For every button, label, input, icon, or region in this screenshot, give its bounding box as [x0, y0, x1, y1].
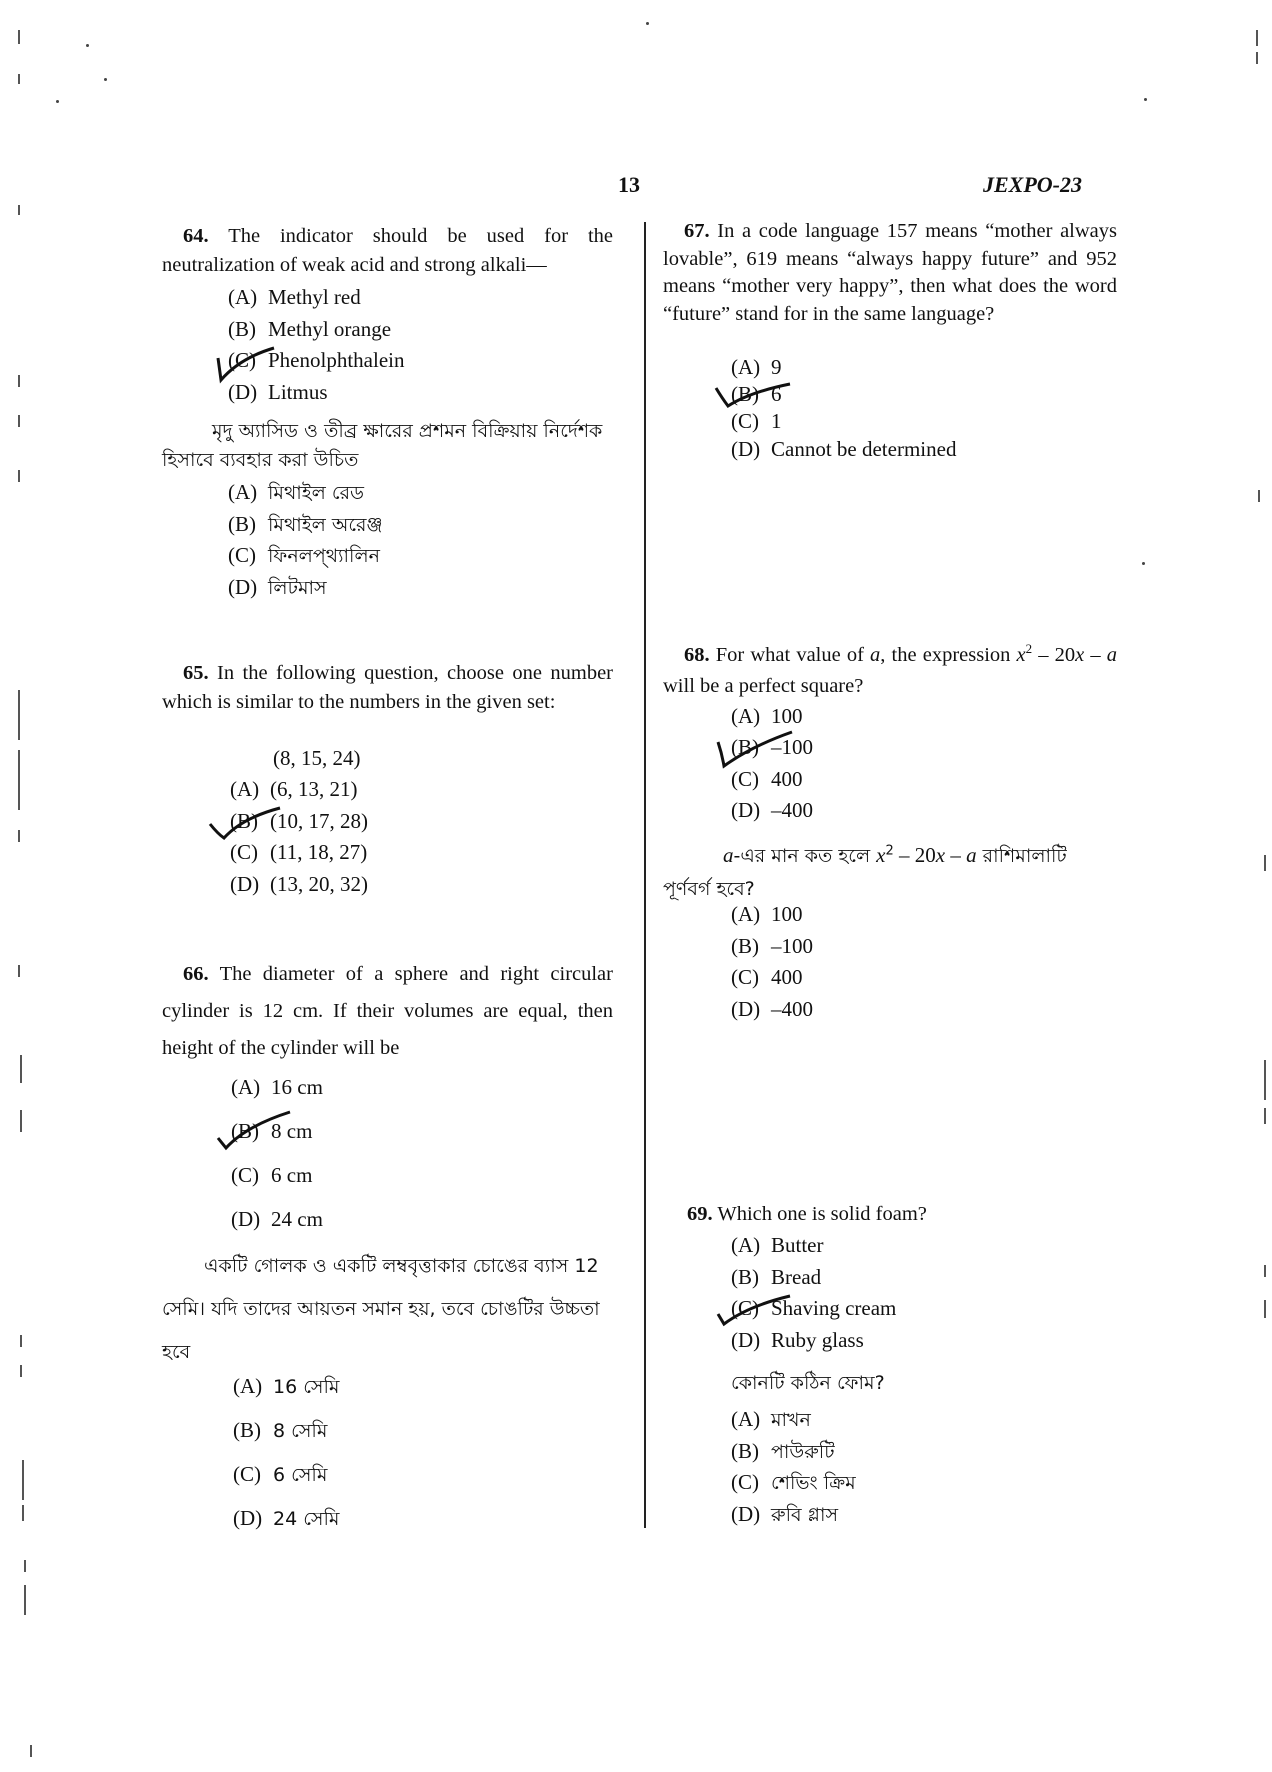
scan-mark	[22, 1505, 24, 1521]
scan-mark	[1256, 30, 1258, 46]
scan-mark	[18, 30, 20, 44]
bengali-option-b[interactable]: (B) মিথাইল অরেঞ্জ	[228, 512, 383, 536]
scan-mark	[24, 1560, 26, 1572]
option-d[interactable]: (D) –400	[731, 798, 813, 822]
question-69	[687, 1200, 1117, 1229]
scan-dot	[56, 100, 59, 103]
option-d[interactable]: (D) (13, 20, 32)	[230, 872, 368, 896]
scan-dot	[104, 78, 107, 81]
variable-a: a	[723, 843, 734, 867]
question-66	[162, 956, 613, 1067]
question-number: 69.	[687, 1203, 713, 1225]
bengali-option-a[interactable]: (A) মাখন	[731, 1407, 811, 1431]
question-69-bengali: কোনটি কঠিন ফোম?	[731, 1372, 885, 1394]
scan-mark	[20, 1110, 22, 1132]
variable-a: a	[1106, 644, 1117, 666]
option-a[interactable]: (A) Methyl red	[228, 285, 361, 309]
option-a[interactable]: (A) Butter	[731, 1233, 824, 1257]
option-c[interactable]: (C) (11, 18, 27)	[230, 840, 368, 864]
bengali-text-end: রাশিমালাটি পূর্ণবর্গ হবে?	[663, 845, 1067, 900]
scan-mark	[1264, 1108, 1266, 1124]
expression-exponent: 2	[885, 843, 894, 859]
scan-mark	[18, 375, 20, 387]
expression-exponent: 2	[1025, 641, 1033, 657]
expression-mid: – 20	[893, 843, 936, 867]
scan-dot	[1142, 562, 1145, 565]
scan-mark	[18, 830, 20, 842]
exam-code: JEXPO-23	[983, 172, 1082, 197]
question-number: 64.	[183, 225, 209, 247]
scan-mark	[24, 1585, 26, 1615]
given-set: (8, 15, 24)	[273, 746, 361, 770]
question-68-bengali: a-এর মান কত হলে $x^2 - 20x$ – a রাশিমালাটি পূর্ণবর্গ হবে?	[663, 843, 1067, 900]
option-c[interactable]: (C) 1	[731, 409, 782, 433]
scan-mark	[20, 1335, 22, 1347]
option-d[interactable]: (D) Cannot be determined	[731, 437, 957, 461]
bengali-option-d[interactable]: (D) লিটমাস	[228, 575, 327, 599]
option-c[interactable]: (C) Shaving cream	[731, 1296, 897, 1320]
scan-mark	[18, 965, 20, 977]
scan-mark	[1264, 855, 1266, 871]
scan-mark	[22, 1460, 24, 1500]
scan-mark	[20, 1365, 22, 1377]
option-a[interactable]: (A) 16 cm	[231, 1075, 323, 1099]
scan-mark	[1264, 1300, 1266, 1318]
scan-mark	[18, 470, 20, 482]
option-c[interactable]: (C) 400	[731, 767, 803, 791]
page-number: 13	[618, 172, 640, 197]
scan-mark	[20, 1055, 22, 1083]
bengali-option-d[interactable]: (D) 24 সেমি	[233, 1506, 340, 1530]
variable-a: a	[870, 644, 881, 666]
question-text: Which one is solid foam?	[717, 1203, 927, 1225]
bengali-option-d[interactable]: (D) –400	[731, 997, 813, 1021]
expression-x: x	[876, 843, 886, 867]
bengali-option-c[interactable]: (C) 6 সেমি	[233, 1462, 328, 1486]
question-66-bengali: একটি গোলক ও একটি লম্ববৃত্তাকার চোঙের ব্যাস 12 সেমি। যদি তাদের আয়তন সমান হয়, তবে চোঙটির উচ্চতা হবে	[162, 1255, 600, 1363]
option-c[interactable]: (C) Phenolphthalein	[228, 348, 405, 372]
option-c[interactable]: (C) 6 cm	[231, 1163, 313, 1187]
question-text: The indicator should be used for the neutralization of weak acid and strong alkali—	[162, 225, 613, 276]
question-67	[663, 218, 1117, 328]
option-a[interactable]: (A) 9	[731, 355, 782, 379]
question-text-end: will be a perfect square?	[663, 675, 864, 697]
scan-mark	[1264, 1265, 1266, 1277]
scan-dot	[646, 22, 649, 25]
expression-x: x	[1075, 644, 1085, 666]
expression-x: x	[935, 843, 946, 867]
option-b[interactable]: (B) Methyl orange	[228, 317, 392, 341]
bengali-option-c[interactable]: (C) শেভিং ক্রিম	[731, 1470, 856, 1494]
option-a[interactable]: (A) 100	[731, 704, 803, 728]
bengali-option-a[interactable]: (A) 16 সেমি	[233, 1374, 340, 1398]
bengali-option-d[interactable]: (D) রুবি গ্লাস	[731, 1502, 839, 1526]
option-b[interactable]: (B) (10, 17, 28)	[230, 809, 368, 833]
bengali-option-a[interactable]: (A) মিথাইল রেড	[228, 480, 365, 504]
question-number: 65.	[183, 662, 209, 684]
expression-x: x	[1016, 644, 1026, 666]
option-b[interactable]: (B) Bread	[731, 1265, 822, 1289]
option-b[interactable]: (B) 8 cm	[231, 1119, 313, 1143]
scan-dot	[1144, 98, 1147, 101]
scan-mark	[18, 415, 20, 427]
scan-mark	[18, 205, 20, 215]
option-b[interactable]: (B) –100	[731, 735, 813, 759]
bengali-option-c[interactable]: (C) 400	[731, 965, 803, 989]
option-a[interactable]: (A) (6, 13, 21)	[230, 777, 358, 801]
scan-mark	[1256, 52, 1258, 64]
bengali-option-c[interactable]: (C) ফিনলপ্থ্যালিন	[228, 543, 380, 567]
option-b[interactable]: (B) 6	[731, 382, 782, 406]
expression-mid: – 20	[1032, 644, 1076, 666]
question-number: 68.	[684, 644, 710, 666]
scan-dot	[86, 44, 89, 47]
column-divider	[644, 222, 646, 1528]
scan-mark	[18, 790, 20, 808]
question-number: 67.	[684, 220, 710, 242]
question-68: 68. For what value of a, the expression $x^2 - 20x$ – a will be a perfect square?	[663, 641, 1117, 697]
scan-mark	[18, 690, 20, 740]
bengali-text-start: -এর মান কত হলে	[733, 845, 871, 867]
question-64-bengali: মৃদু অ্যাসিড ও তীব্র ক্ষারের প্রশমন বিক্রিয়ায় নির্দেশক হিসাবে ব্যবহার করা উচিত	[162, 420, 603, 471]
question-text: The diameter of a sphere and right circular cylinder is 12 cm. If their volumes are equal, then height of the cylinder will be	[162, 963, 613, 1059]
scan-mark	[30, 1745, 32, 1757]
question-number: 66.	[183, 963, 209, 985]
bengali-option-b[interactable]: (B) 8 সেমি	[233, 1418, 328, 1442]
question-64	[162, 222, 613, 280]
variable-a: a	[966, 843, 977, 867]
question-text-mid: , the expression	[880, 644, 1011, 666]
scan-mark	[18, 74, 20, 84]
scan-mark	[1258, 490, 1260, 502]
option-d[interactable]: (D) Litmus	[228, 380, 328, 404]
bengali-option-b[interactable]: (B) পাউরুটি	[731, 1439, 835, 1463]
option-d[interactable]: (D) Ruby glass	[731, 1328, 864, 1352]
bengali-option-a[interactable]: (A) 100	[731, 902, 803, 926]
option-d[interactable]: (D) 24 cm	[231, 1207, 323, 1231]
bengali-option-b[interactable]: (B) –100	[731, 934, 813, 958]
question-text: In a code language 157 means “mother always lovable”, 619 means “always happy future” and 952 means “mother very happy”, then what does the word “future” stand for in the same language?	[663, 220, 1118, 325]
scan-mark	[1264, 1060, 1266, 1100]
question-65	[162, 659, 613, 717]
question-text: In the following question, choose one number which is similar to the numbers in the given set:	[162, 662, 614, 713]
question-text-start: For what value of	[715, 644, 864, 666]
